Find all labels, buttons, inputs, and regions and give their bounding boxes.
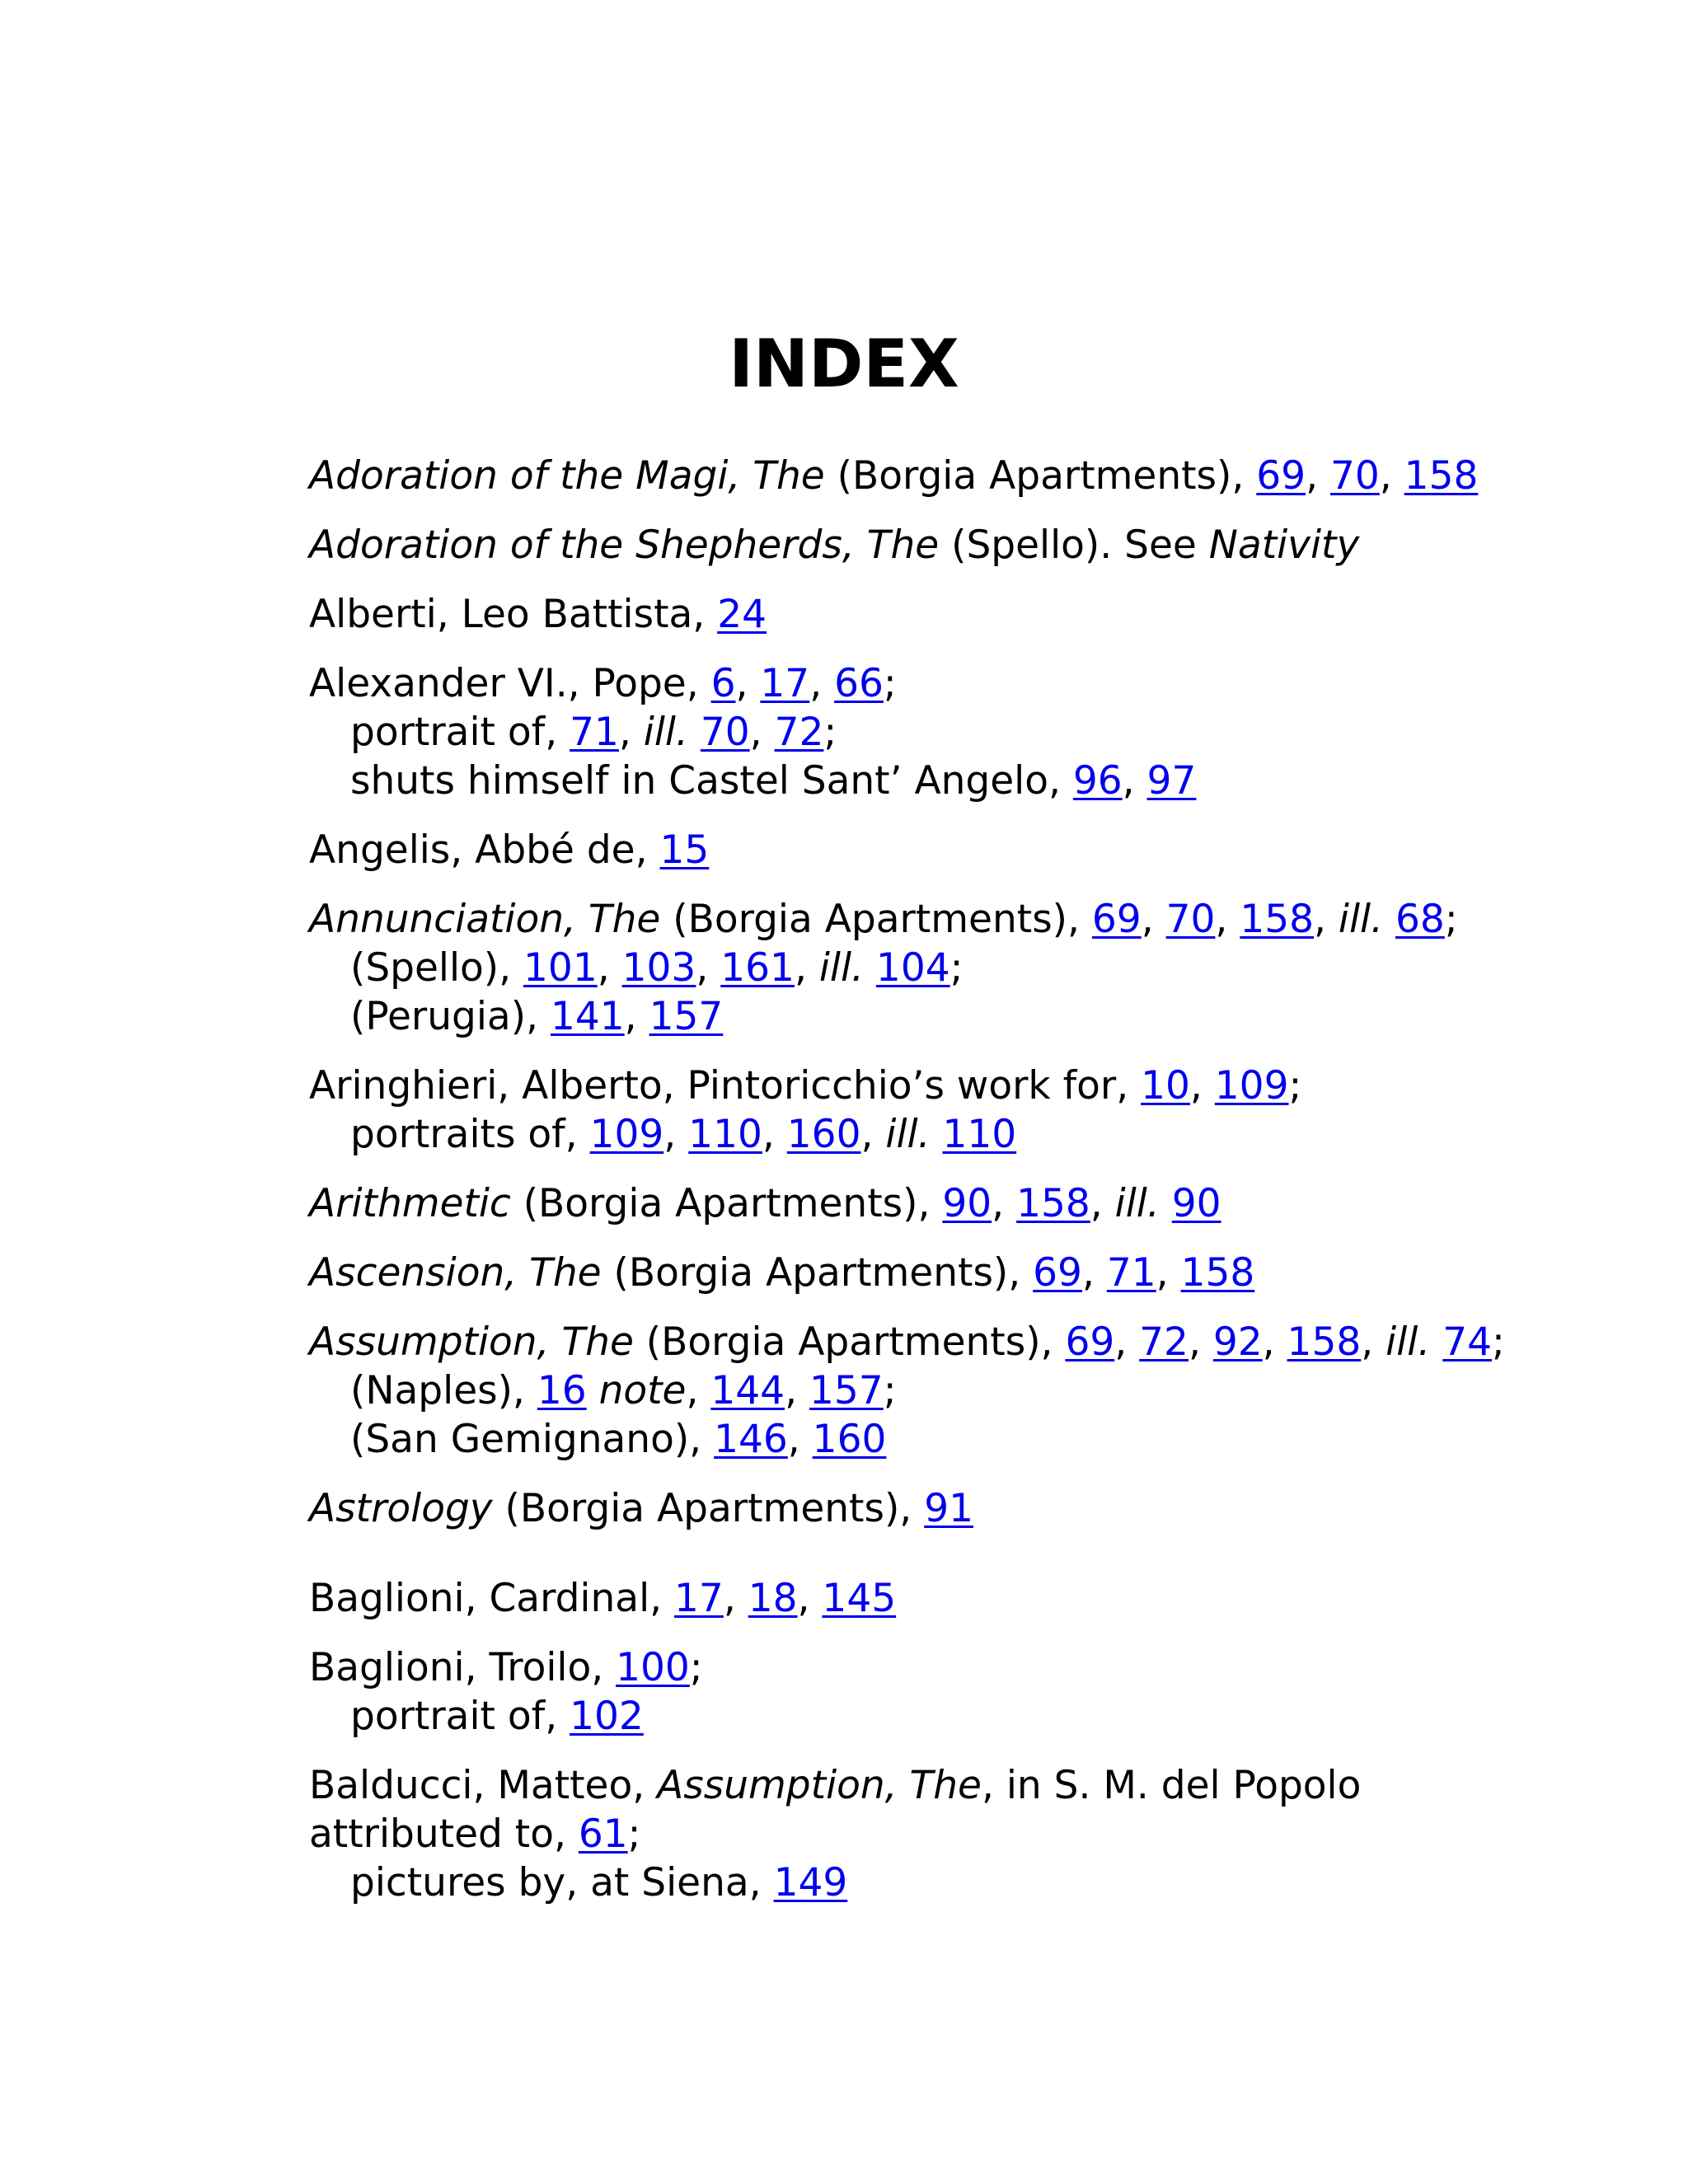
page-number-link[interactable]: 100 [616,1645,690,1690]
page-number-link[interactable]: 158 [1016,1181,1090,1226]
index-entry [309,1761,1595,1907]
page-number-link[interactable]: 158 [1180,1250,1255,1296]
entry-text: (San Gemignano), [350,1417,715,1462]
page-number-link[interactable]: 96 [1072,758,1123,804]
entry-text: ; [883,1368,897,1413]
entry-text [688,710,701,755]
page-number-link[interactable]: 18 [748,1576,798,1621]
entry-text [587,1368,599,1413]
index-entry-line [309,452,1595,500]
page-number-link[interactable]: 71 [1106,1250,1156,1296]
italic-text: Arithmetic [309,1181,511,1226]
index-entry-line [309,1249,1595,1297]
page-number-link[interactable]: 6 [710,661,736,706]
page-number-link[interactable]: 158 [1240,897,1315,942]
index-subentry-line [309,1110,1595,1159]
page-number-link[interactable]: 74 [1442,1319,1493,1365]
index-entry-line [309,590,1595,639]
page-number-link[interactable]: 158 [1404,453,1479,499]
entry-text: , [1090,1181,1115,1226]
entry-text: (Perugia), [350,994,551,1039]
page-number-link[interactable]: 91 [924,1486,973,1531]
page-number-link[interactable]: 145 [822,1576,897,1621]
page-number-link[interactable]: 70 [1329,453,1380,499]
entry-text: , [1306,453,1330,499]
entry-text: Alexander VI., Pope, [309,661,711,706]
page-number-link[interactable]: 17 [674,1576,724,1621]
entry-text: , [785,1368,809,1413]
entry-text: , [1188,1319,1213,1365]
index-entry-line [309,1810,1595,1858]
entry-text: ; [689,1645,703,1690]
entry-text: ; [1492,1319,1505,1365]
entry-text [1383,897,1395,942]
entry-text: (Spello). See [939,523,1209,568]
index-entry-line [309,1643,1595,1692]
page-number-link[interactable]: 109 [1214,1063,1289,1108]
page-number-link[interactable]: 70 [700,710,750,755]
entry-text: (Borgia Apartments), [633,1319,1066,1365]
index-subentry-line [309,992,1595,1041]
entry-text: attributed to, [309,1811,579,1857]
page-number-link[interactable]: 110 [688,1112,762,1157]
italic-text: Annunciation, The [309,897,661,942]
page-number-link[interactable]: 72 [1139,1319,1189,1365]
entry-text: (Borgia Apartments), [660,897,1092,942]
italic-text: ill. [1386,1319,1431,1365]
index-entry [309,452,1595,500]
entry-text: (Borgia Apartments), [510,1181,943,1226]
entry-text [1430,1319,1442,1365]
entry-text: shuts himself in Castel Sant’ Angelo, [350,758,1073,804]
index-entry-line [309,1574,1595,1623]
italic-text: note [598,1368,687,1413]
page-number-link[interactable]: 103 [621,945,696,991]
italic-text: Astrology [309,1486,493,1531]
page-number-link[interactable]: 10 [1141,1063,1190,1108]
page-number-link[interactable]: 97 [1146,758,1197,804]
entry-text: portrait of, [350,1694,570,1739]
entry-text: , [624,994,649,1039]
index-entry [309,1062,1595,1159]
index-entry-line [309,1179,1595,1228]
index-subentry-line [309,1858,1595,1907]
entry-text [864,945,876,991]
page-number-link[interactable]: 68 [1395,897,1445,942]
entry-text: ; [1444,897,1458,942]
index-entry [309,1179,1595,1228]
index-entry [309,1574,1595,1623]
entry-text: , [618,710,644,755]
entry-text: , [1215,897,1240,942]
entry-text: , [1081,1250,1107,1296]
page-number-link[interactable]: 61 [578,1811,628,1857]
entry-text: , [686,1368,711,1413]
entry-text: , [1314,897,1339,942]
entry-text: Baglioni, Troilo, [309,1645,617,1690]
entry-text: portrait of, [350,710,570,755]
page-number-link[interactable]: 109 [589,1112,664,1157]
page-number-link[interactable]: 90 [942,1181,992,1226]
entry-text: , [1361,1319,1386,1365]
entry-text: , [1114,1319,1140,1365]
index-entries [309,452,1595,1928]
index-entry-line [309,826,1595,874]
entry-text: Balducci, Matteo, [309,1763,658,1808]
entry-text: (Spello), [350,945,524,991]
italic-text: Assumption, The [309,1319,634,1365]
entry-text: , [1156,1250,1181,1296]
page-number-link[interactable]: 69 [1065,1319,1115,1365]
entry-text: , [1262,1319,1287,1365]
entry-text: , [749,710,775,755]
entry-text: , [797,1576,823,1621]
entry-text [1160,1181,1172,1226]
page-number-link[interactable]: 69 [1033,1250,1082,1296]
page-number-link[interactable]: 101 [523,945,598,991]
index-entry [309,826,1595,874]
entry-text: , [860,1112,886,1157]
entry-text: , [992,1181,1017,1226]
italic-text: Adoration of the Magi, The [309,453,825,499]
page-number-link[interactable]: 161 [720,945,795,991]
entry-text: ; [627,1811,641,1857]
entry-text: , [1122,758,1147,804]
entry-text: ; [883,661,897,706]
italic-text: ill. [1114,1181,1160,1226]
page-number-link[interactable]: 17 [760,661,810,706]
entry-text: (Borgia Apartments), [824,453,1257,499]
italic-text: Ascension, The [309,1250,602,1296]
entry-text: , [696,945,721,991]
entry-text: Aringhieri, Alberto, Pintoricchio’s work for, [309,1063,1142,1108]
index-entry [309,659,1595,805]
page-number-link[interactable]: 157 [649,994,724,1039]
index-entry [309,1249,1595,1297]
entry-text: , [597,945,622,991]
page-number-link[interactable]: 66 [834,661,884,706]
entry-text: ; [823,710,837,755]
entry-text [931,1112,943,1157]
entry-text: (Borgia Apartments), [601,1250,1034,1296]
index-entry [309,1643,1595,1741]
entry-text: ; [950,945,964,991]
index-subentry-line [309,1692,1595,1741]
entry-text: , [1379,453,1404,499]
italic-text: ill. [885,1112,931,1157]
index-entry-line [309,1318,1595,1366]
index-entry [309,895,1595,1041]
page-number-link[interactable]: 157 [809,1368,884,1413]
index-entry-line [309,659,1595,708]
index-subentry-line [309,708,1595,757]
page-number-link[interactable]: 144 [710,1368,785,1413]
page-number-link[interactable]: 24 [717,592,767,637]
entry-text: Alberti, Leo Battista, [309,592,718,637]
entry-text: portraits of, [350,1112,590,1157]
entry-text: , [809,661,835,706]
entry-text: , [663,1112,689,1157]
italic-text: ill. [818,945,864,991]
page-number-link[interactable]: 102 [570,1694,644,1739]
index-entry-line [309,521,1595,569]
entry-text: , [762,1112,787,1157]
italic-text: ill. [1338,897,1384,942]
italic-text: Adoration of the Shepherds, The [309,523,940,568]
entry-text: , [1189,1063,1215,1108]
index-subentry-line [309,1366,1595,1415]
italic-text: ill. [643,710,688,755]
italic-text: Assumption, The [657,1763,982,1808]
page-number-link[interactable]: 104 [875,945,950,991]
page-number-link[interactable]: 70 [1165,897,1216,942]
index-entry [309,521,1595,569]
page-number-link[interactable]: 72 [774,710,824,755]
index-entry-line [309,1484,1595,1533]
italic-text: Nativity [1208,523,1360,568]
index-subentry-line [309,944,1595,992]
index-entry-line [309,895,1595,944]
page-number-link[interactable]: 69 [1091,897,1142,942]
page-number-link[interactable]: 160 [812,1417,887,1462]
entry-text: , [787,1417,813,1462]
entry-text: (Borgia Apartments), [492,1486,925,1531]
page-number-link[interactable]: 15 [659,827,710,873]
page-number-link[interactable]: 160 [786,1112,861,1157]
page-number-link[interactable]: 110 [942,1112,1017,1157]
entry-text: Angelis, Abbé de, [309,827,660,873]
index-entry [309,1484,1595,1533]
entry-text: , [794,945,819,991]
page-number-link[interactable]: 146 [714,1417,788,1462]
entry-text: pictures by, at Siena, [350,1860,774,1905]
entry-text: ; [1288,1063,1302,1108]
page-number-link[interactable]: 141 [550,994,625,1039]
index-entry [309,1318,1595,1464]
index-subentry-line [309,757,1595,805]
index-entry-line [309,1761,1595,1810]
entry-text: , [735,661,761,706]
entry-text: , [723,1576,748,1621]
page-title: INDEX [729,326,959,402]
entry-text: , in S. M. del Popolo [981,1763,1362,1808]
page-number-link[interactable]: 149 [773,1860,848,1905]
page-number-link[interactable]: 90 [1171,1181,1221,1226]
page-number-link[interactable]: 158 [1287,1319,1362,1365]
entry-text: Baglioni, Cardinal, [309,1576,675,1621]
index-entry [309,590,1595,639]
page-number-link[interactable]: 16 [537,1368,587,1413]
entry-text: , [1141,897,1166,942]
page-number-link[interactable]: 69 [1256,453,1306,499]
index-entry-line [309,1062,1595,1110]
page-number-link[interactable]: 92 [1212,1319,1263,1365]
page-number-link[interactable]: 71 [570,710,619,755]
index-subentry-line [309,1415,1595,1464]
entry-text: (Naples), [350,1368,537,1413]
